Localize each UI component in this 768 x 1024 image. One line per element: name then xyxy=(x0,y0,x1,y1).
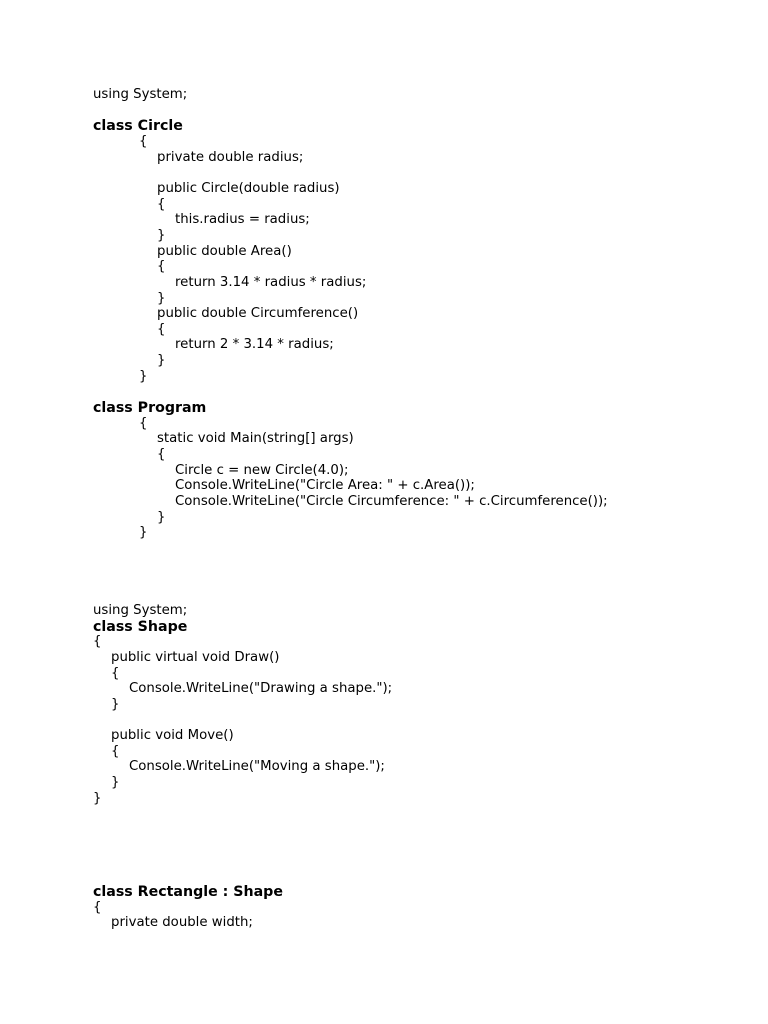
code-line: } xyxy=(157,353,166,368)
code-line: } xyxy=(157,228,166,243)
code-line: using System; xyxy=(93,87,188,102)
code-line: return 2 * 3.14 * radius; xyxy=(175,337,334,352)
code-line: Console.WriteLine("Drawing a shape."); xyxy=(129,681,393,696)
class-heading: class Program xyxy=(93,400,207,416)
code-line: { xyxy=(157,322,166,337)
code-line: Console.WriteLine("Circle Area: " + c.Area()); xyxy=(175,478,475,493)
code-line: Console.WriteLine("Moving a shape."); xyxy=(129,759,385,774)
code-line: this.radius = radius; xyxy=(175,212,310,227)
code-line: } xyxy=(157,510,166,525)
class-heading: class Rectangle : Shape xyxy=(93,884,283,900)
code-line: } xyxy=(139,525,148,540)
class-heading: class Circle xyxy=(93,118,183,134)
code-line: } xyxy=(111,697,120,712)
code-line: { xyxy=(111,666,120,681)
code-line: Console.WriteLine("Circle Circumference: " + c.Circumference()); xyxy=(175,494,608,509)
code-line: static void Main(string[] args) xyxy=(157,431,354,446)
code-line: { xyxy=(139,416,148,431)
code-line: } xyxy=(157,291,166,306)
code-line: } xyxy=(93,791,102,806)
code-line: using System; xyxy=(93,603,188,618)
code-line: public double Area() xyxy=(157,244,292,259)
code-line: private double width; xyxy=(111,915,253,930)
code-line: { xyxy=(157,447,166,462)
code-line: { xyxy=(157,259,166,274)
class-heading: class Shape xyxy=(93,619,188,635)
code-line: { xyxy=(111,744,120,759)
code-line: public double Circumference() xyxy=(157,306,359,321)
code-line: Circle c = new Circle(4.0); xyxy=(175,463,349,478)
code-line: } xyxy=(111,775,120,790)
code-line: private double radius; xyxy=(157,150,304,165)
code-line: public void Move() xyxy=(111,728,234,743)
code-line: { xyxy=(139,134,148,149)
code-line: { xyxy=(93,634,102,649)
code-line: { xyxy=(93,900,102,915)
code-line: { xyxy=(157,197,166,212)
code-line: public virtual void Draw() xyxy=(111,650,280,665)
code-line: return 3.14 * radius * radius; xyxy=(175,275,367,290)
code-line: public Circle(double radius) xyxy=(157,181,340,196)
code-line: } xyxy=(139,369,148,384)
